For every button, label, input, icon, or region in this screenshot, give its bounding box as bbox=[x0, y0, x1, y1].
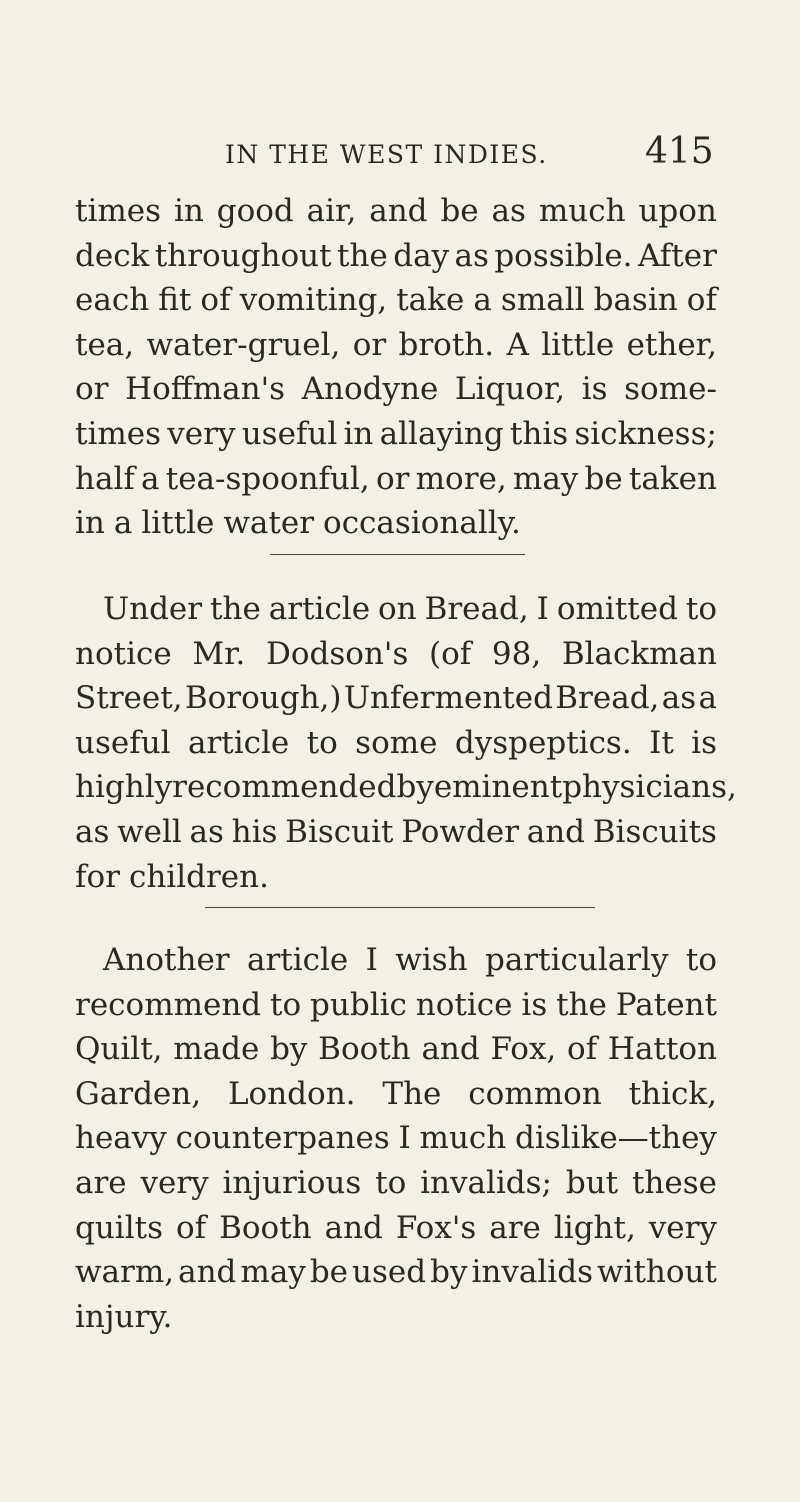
word: or bbox=[352, 326, 387, 363]
text-line bbox=[75, 501, 717, 546]
word: to bbox=[685, 942, 717, 978]
text-line bbox=[75, 765, 737, 810]
word: to bbox=[685, 591, 717, 627]
word: fit bbox=[158, 282, 192, 319]
word: Bread, bbox=[555, 680, 660, 717]
word: of bbox=[175, 1209, 207, 1246]
word: public bbox=[310, 986, 407, 1023]
word: the bbox=[210, 591, 261, 627]
word: injurious bbox=[222, 1164, 362, 1201]
word: in bbox=[343, 415, 374, 452]
word: his bbox=[231, 813, 278, 850]
word: injury. bbox=[75, 1298, 173, 1335]
word: London. bbox=[227, 1075, 356, 1112]
word: recommend bbox=[75, 986, 262, 1023]
word: quilts bbox=[75, 1209, 164, 1246]
page-number: 415 bbox=[645, 131, 714, 172]
word: Bread, bbox=[424, 591, 529, 627]
word: Unfermented bbox=[343, 680, 553, 717]
word: and bbox=[421, 1031, 480, 1068]
word: I bbox=[365, 942, 378, 978]
word: much bbox=[419, 1120, 507, 1157]
paragraph-seasickness bbox=[75, 189, 717, 546]
word: made bbox=[173, 1031, 260, 1068]
word: times bbox=[75, 415, 162, 452]
word: times bbox=[75, 193, 162, 229]
word: as bbox=[189, 813, 224, 850]
word: notice bbox=[75, 635, 172, 672]
word: this bbox=[509, 415, 569, 452]
word: light, bbox=[553, 1209, 636, 1246]
word: tea, bbox=[75, 326, 135, 363]
word: warm, bbox=[75, 1254, 175, 1291]
word: may bbox=[512, 460, 579, 497]
word: of bbox=[567, 1031, 598, 1068]
word: very bbox=[648, 1209, 717, 1246]
word: I bbox=[536, 591, 549, 627]
text-line bbox=[75, 323, 717, 368]
word: useful bbox=[75, 724, 171, 761]
word: heavy bbox=[75, 1120, 167, 1157]
text-line bbox=[75, 1161, 717, 1206]
word: of bbox=[200, 282, 231, 319]
word: well bbox=[117, 813, 182, 850]
text-line bbox=[75, 855, 717, 900]
word: on bbox=[378, 591, 417, 627]
section-divider-rule bbox=[270, 554, 525, 555]
word: common bbox=[468, 1075, 602, 1112]
word: or bbox=[375, 460, 410, 497]
word: a bbox=[141, 460, 160, 497]
word: little bbox=[141, 505, 215, 542]
word: counterpanes bbox=[175, 1120, 390, 1157]
word: good bbox=[216, 193, 294, 229]
running-title: IN THE WEST INDIES. bbox=[225, 140, 548, 169]
word: Dodson's bbox=[266, 635, 409, 672]
word: Mr. bbox=[192, 635, 246, 672]
word: each bbox=[75, 282, 150, 319]
word: some- bbox=[624, 371, 717, 408]
word: Garden, bbox=[75, 1075, 202, 1112]
word: water bbox=[223, 505, 315, 542]
word: as bbox=[661, 680, 697, 717]
text-line bbox=[75, 412, 717, 457]
text-line bbox=[75, 721, 717, 766]
word: particularly bbox=[484, 942, 669, 978]
word: is bbox=[581, 371, 608, 408]
text-line bbox=[75, 938, 717, 983]
word: by bbox=[430, 1254, 468, 1291]
word: small bbox=[500, 282, 585, 319]
word: eminent bbox=[433, 769, 563, 806]
word: very bbox=[167, 415, 236, 452]
word: ether, bbox=[626, 326, 717, 363]
word: take bbox=[396, 282, 465, 319]
word: be bbox=[440, 193, 479, 229]
text-line bbox=[75, 234, 717, 279]
word: throughout bbox=[154, 237, 332, 274]
word: day bbox=[393, 237, 450, 274]
text-line bbox=[75, 1206, 717, 1251]
word: physicians, bbox=[562, 769, 737, 806]
word: be bbox=[309, 1254, 349, 1291]
word: and bbox=[526, 813, 586, 850]
word: invalids bbox=[471, 1254, 593, 1291]
text-line bbox=[75, 1072, 717, 1117]
word: to bbox=[270, 986, 302, 1023]
word: the bbox=[556, 986, 607, 1023]
word: After bbox=[637, 237, 717, 274]
word: basin bbox=[593, 282, 678, 319]
word: a bbox=[113, 505, 133, 542]
word: dislike—they bbox=[515, 1120, 717, 1157]
word: recommended bbox=[172, 769, 397, 806]
word: these bbox=[631, 1164, 717, 1201]
word: invalids; bbox=[420, 1164, 552, 1201]
word: 98, bbox=[491, 635, 542, 672]
word: is bbox=[691, 724, 717, 761]
word: by bbox=[396, 769, 434, 806]
word: as bbox=[75, 813, 110, 850]
section-divider-rule bbox=[205, 907, 595, 908]
word: highly bbox=[75, 769, 173, 806]
word: tea-spoonful, bbox=[165, 460, 370, 497]
word: wish bbox=[395, 942, 468, 978]
word: more, bbox=[415, 460, 507, 497]
word: to bbox=[306, 724, 338, 761]
word: to bbox=[375, 1164, 407, 1201]
word: article bbox=[246, 942, 349, 978]
word: Hoffman's bbox=[125, 371, 286, 408]
word: of bbox=[686, 282, 717, 319]
text-line bbox=[75, 587, 717, 632]
word: little bbox=[541, 326, 615, 363]
word: the bbox=[337, 237, 388, 274]
word: Blackman bbox=[561, 635, 717, 672]
word: as bbox=[454, 237, 489, 274]
word: for bbox=[75, 858, 120, 895]
word: Powder bbox=[401, 813, 520, 850]
word: as bbox=[491, 193, 526, 229]
running-head bbox=[0, 132, 800, 182]
word: a bbox=[473, 282, 492, 319]
word: without bbox=[597, 1254, 717, 1291]
word: is bbox=[521, 986, 548, 1023]
word: half bbox=[75, 460, 135, 497]
word: in bbox=[173, 193, 204, 229]
text-line bbox=[75, 632, 717, 677]
word: children. bbox=[128, 858, 269, 895]
word: broth. bbox=[398, 326, 495, 363]
word: or bbox=[75, 371, 109, 408]
word: allaying bbox=[379, 415, 504, 452]
word: The bbox=[382, 1075, 442, 1112]
word: Street, bbox=[75, 680, 183, 717]
word: notice bbox=[415, 986, 513, 1023]
word: sickness; bbox=[574, 415, 717, 452]
word: be bbox=[584, 460, 623, 497]
word: Quilt, bbox=[75, 1031, 163, 1068]
paragraph-patent-quilt bbox=[75, 938, 717, 1339]
word: may bbox=[240, 1254, 306, 1291]
text-line bbox=[75, 1027, 717, 1072]
text-line bbox=[75, 1295, 717, 1340]
word: Biscuits bbox=[592, 813, 717, 850]
word: Fox's bbox=[395, 1209, 477, 1246]
word: Another bbox=[103, 942, 230, 978]
text-line bbox=[75, 1116, 717, 1161]
word: used bbox=[352, 1254, 427, 1291]
word: upon bbox=[638, 193, 717, 229]
text-line bbox=[75, 278, 717, 323]
word: taken bbox=[628, 460, 717, 497]
word: useful bbox=[241, 415, 338, 452]
word: I bbox=[398, 1120, 411, 1157]
word: Borough,) bbox=[184, 680, 342, 717]
text-line bbox=[75, 983, 717, 1028]
word: Booth bbox=[318, 1031, 411, 1068]
word: vomiting, bbox=[239, 282, 388, 319]
word: air, bbox=[306, 193, 357, 229]
word: thick, bbox=[628, 1075, 717, 1112]
word: omitted bbox=[556, 591, 678, 627]
word: water-gruel, bbox=[146, 326, 341, 363]
word: Fox, bbox=[490, 1031, 557, 1068]
paragraph-unfermented-bread bbox=[75, 587, 737, 899]
word: are bbox=[489, 1209, 541, 1246]
word: possible. bbox=[494, 237, 633, 274]
word: Hatton bbox=[607, 1031, 717, 1068]
word: dyspeptics. bbox=[454, 724, 632, 761]
word: some bbox=[355, 724, 438, 761]
text-line bbox=[75, 676, 717, 721]
word: and bbox=[324, 1209, 383, 1246]
word: a bbox=[698, 680, 717, 717]
text-line bbox=[75, 1250, 717, 1295]
word: Patent bbox=[615, 986, 717, 1023]
word: occasionally. bbox=[323, 505, 521, 542]
word: (of bbox=[429, 635, 472, 672]
text-line bbox=[75, 367, 717, 412]
word: A bbox=[506, 326, 529, 363]
word: in bbox=[75, 505, 105, 542]
word: Under bbox=[103, 591, 203, 627]
word: article bbox=[187, 724, 290, 761]
word: Booth bbox=[219, 1209, 312, 1246]
word: and bbox=[369, 193, 428, 229]
word: Anodyne bbox=[301, 371, 439, 408]
word: Biscuit bbox=[285, 813, 394, 850]
text-line bbox=[75, 457, 717, 502]
word: are bbox=[75, 1164, 127, 1201]
word: very bbox=[140, 1164, 209, 1201]
text-line bbox=[75, 810, 717, 855]
word: and bbox=[178, 1254, 237, 1291]
word: It bbox=[649, 724, 674, 761]
word: deck bbox=[75, 237, 150, 274]
word: by bbox=[270, 1031, 308, 1068]
word: Liquor, bbox=[454, 371, 566, 408]
text-line bbox=[75, 189, 717, 234]
word: but bbox=[565, 1164, 619, 1201]
word: article bbox=[268, 591, 371, 627]
word: much bbox=[538, 193, 626, 229]
